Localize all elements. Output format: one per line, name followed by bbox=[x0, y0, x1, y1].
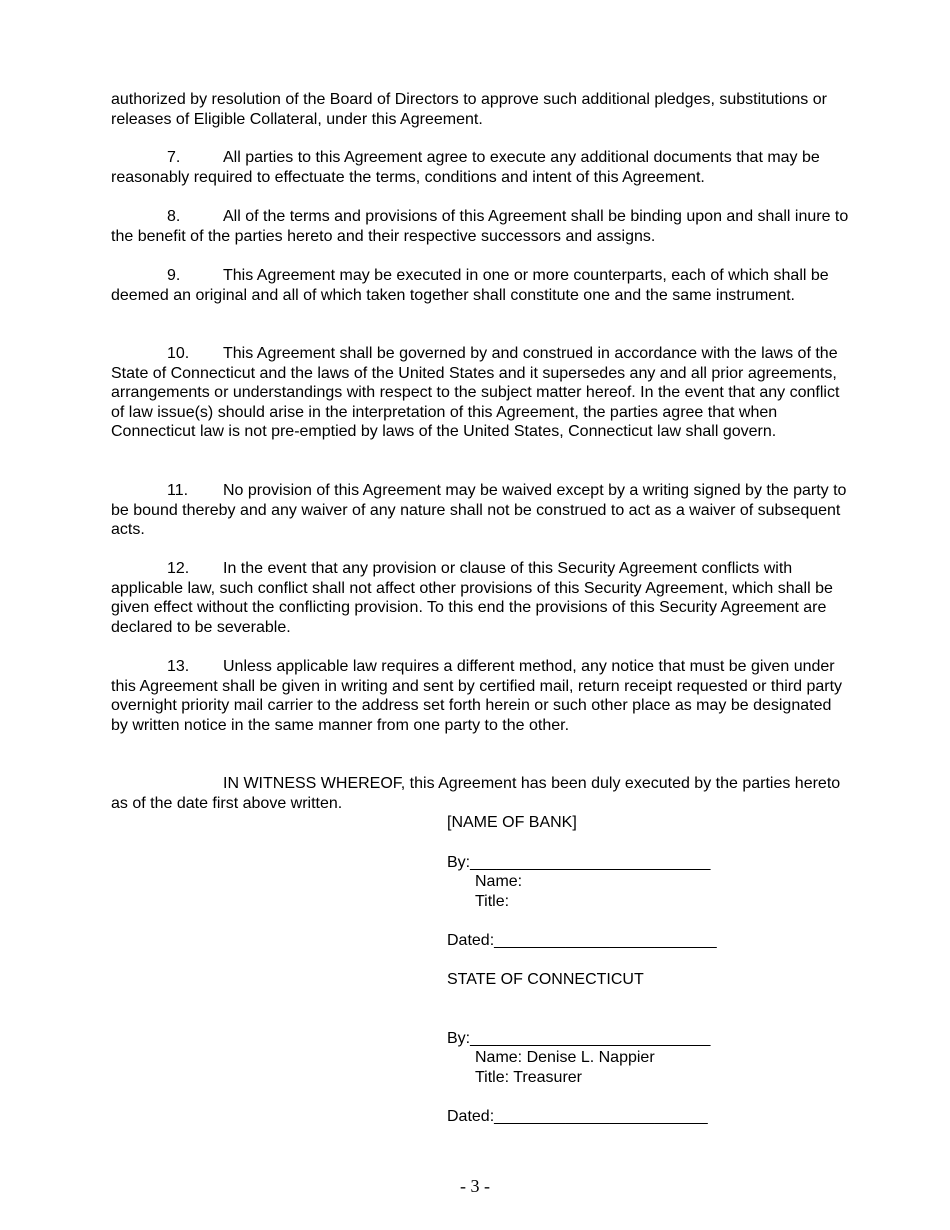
paragraph-number: 13. bbox=[167, 658, 190, 675]
paragraph-number: 11. bbox=[167, 482, 189, 499]
state-signature-line: By:___________________________ bbox=[447, 1030, 711, 1047]
paragraph-number: 7. bbox=[167, 149, 181, 166]
bank-dated-line: Dated:_________________________ bbox=[447, 932, 717, 949]
paragraph-9 bbox=[111, 266, 851, 305]
paragraph-10 bbox=[111, 344, 851, 442]
paragraph-13 bbox=[111, 657, 851, 735]
paragraph-number: 9. bbox=[167, 267, 181, 284]
paragraph-text: This Agreement shall be governed by and construed in accordance with the laws of the State of Connecticut and the laws of the United States and it supersedes any and all prior agreements, arrangements or understandings with respect to the subject matter hereof. In the event that any conflict of law issue(s) should arise in the interpretation of this Agreement, the parties agree that when Connecticut law is not pre-emptied by laws of the United States, Connecticut law shall govern. bbox=[111, 345, 840, 441]
paragraph-text: All of the terms and provisions of this Agreement shall be binding upon and shall inure to the benefit of the parties hereto and their respective successors and assigns. bbox=[111, 208, 849, 245]
paragraph-continued: authorized by resolution of the Board of Directors to approve such additional pledges, substitutions or releases of Eligible Collateral, under this Agreement. bbox=[111, 91, 827, 128]
bank-name: [NAME OF BANK] bbox=[447, 814, 577, 831]
paragraph-12 bbox=[111, 559, 851, 637]
state-signer-title: Title: Treasurer bbox=[475, 1069, 582, 1086]
paragraph-number: 10. bbox=[167, 345, 190, 362]
paragraph-11 bbox=[111, 481, 851, 540]
paragraph-text: This Agreement may be executed in one or more counterparts, each of which shall be deemed an original and all of which taken together shall constitute one and the same instrument. bbox=[111, 267, 829, 304]
state-dated-line: Dated:________________________ bbox=[447, 1108, 708, 1125]
paragraph-8 bbox=[111, 207, 851, 246]
witness-text: IN WITNESS WHEREOF, this Agreement has been duly executed by the parties hereto as of the date first above written. bbox=[111, 775, 841, 812]
page-number: - 3 - bbox=[460, 1176, 490, 1196]
paragraph-text: In the event that any provision or clause of this Security Agreement conflicts with applicable law, such conflict shall not affect other provisions of this Security Agreement, which shall be given effect without the conflicting provision. To this end the provisions of this Security Agreement are declared to be severable. bbox=[111, 560, 833, 636]
paragraph-text: No provision of this Agreement may be waived except by a writing signed by the party to be bound thereby and any waiver of any nature shall not be construed to act as a waiver of subsequent acts. bbox=[111, 482, 847, 539]
witness-clause bbox=[111, 774, 851, 813]
paragraph-number: 8. bbox=[167, 208, 181, 225]
state-signer-name: Name: Denise L. Nappier bbox=[475, 1049, 655, 1066]
bank-signer-title: Title: bbox=[475, 893, 510, 910]
state-name: STATE OF CONNECTICUT bbox=[447, 971, 644, 988]
paragraph-7 bbox=[111, 148, 851, 187]
bank-signer-name: Name: bbox=[475, 873, 523, 890]
bank-signature-line: By:___________________________ bbox=[447, 854, 711, 871]
paragraph-number: 12. bbox=[167, 560, 190, 577]
paragraph-text: Unless applicable law requires a different method, any notice that must be given under this Agreement shall be given in writing and sent by certified mail, return receipt requested or third party overnight priority mail carrier to the address set forth herein or such other place as may be designated by written notice in the same manner from one party to the other. bbox=[111, 658, 843, 734]
paragraph-text: All parties to this Agreement agree to execute any additional documents that may be reasonably required to effectuate the terms, conditions and intent of this Agreement. bbox=[111, 149, 820, 186]
